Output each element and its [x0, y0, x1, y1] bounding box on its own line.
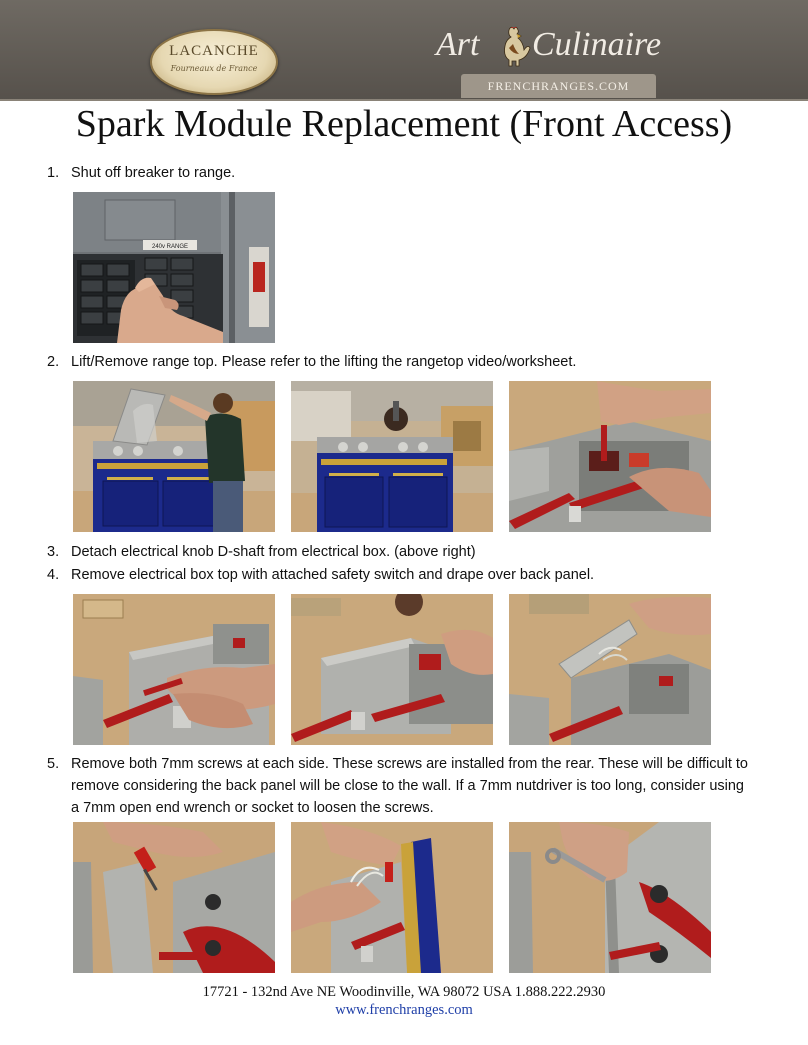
photo-electrical-box-top-removal — [291, 594, 493, 745]
step-text: Shut off breaker to range. — [71, 165, 236, 181]
footer-address: 17721 - 132nd Ave NE Woodinville, WA 98072 USA 1.888.222.2930 — [202, 984, 606, 1000]
step-number: 3. — [47, 544, 60, 560]
step-1 — [47, 162, 767, 184]
photo-electrical-box-screwdriver — [73, 594, 275, 745]
step-number: 4. — [47, 567, 60, 583]
lacanche-logo-name: LACANCHE — [169, 43, 259, 59]
rooster-icon — [497, 24, 531, 68]
lacanche-logo-tagline: Fourneaux de France — [170, 64, 258, 73]
step-2 — [47, 351, 767, 373]
step-text-line: Remove both 7mm screws at each side. These screws are installed from the rear. These will be difficult to — [71, 756, 748, 772]
step-text: Remove electrical box top with attached safety switch and drape over back panel. — [71, 567, 595, 583]
breaker-label-text: 240v RANGE — [151, 244, 189, 250]
header-banner — [0, 0, 808, 100]
photo-remove-screw-nutdriver — [73, 822, 275, 973]
step-5 — [47, 753, 767, 821]
art-culinaire-logo-art: Art — [436, 26, 480, 63]
step-number: 1. — [47, 165, 60, 181]
photo-detach-knob-shaft — [509, 381, 711, 532]
photo-rangetop-removed — [291, 381, 493, 532]
step-3 — [47, 541, 767, 563]
step-number: 5. — [47, 756, 60, 772]
photo-breaker-panel — [73, 192, 275, 343]
step-text-line: a 7mm open end wrench or socket to loosen the screws. — [71, 800, 434, 816]
art-culinaire-logo-culinaire: Culinaire — [532, 26, 662, 63]
step-text: Lift/Remove range top. Please refer to the lifting the rangetop video/worksheet. — [71, 354, 577, 370]
step-number: 2. — [47, 354, 60, 370]
lacanche-logo — [150, 29, 278, 95]
photo-remove-screw-rear — [291, 822, 493, 973]
step-text — [71, 753, 771, 819]
page-title: Spark Module Replacement (Front Access) — [75, 103, 733, 145]
photo-lifting-rangetop-man — [73, 381, 275, 532]
website-banner[interactable] — [461, 74, 656, 98]
step-text-line: remove considering the back panel will be close to the wall. If a 7mm nutdriver is too long, consider using — [71, 778, 744, 794]
step-text: Detach electrical knob D-shaft from electrical box. (above right) — [71, 544, 476, 560]
footer-website-link[interactable]: www.frenchranges.com — [335, 1002, 473, 1018]
step-4 — [47, 564, 767, 586]
photo-remove-screw-wrench — [509, 822, 711, 973]
website-banner-text: FRENCHRANGES.COM — [487, 79, 630, 93]
photo-box-top-draped — [509, 594, 711, 745]
